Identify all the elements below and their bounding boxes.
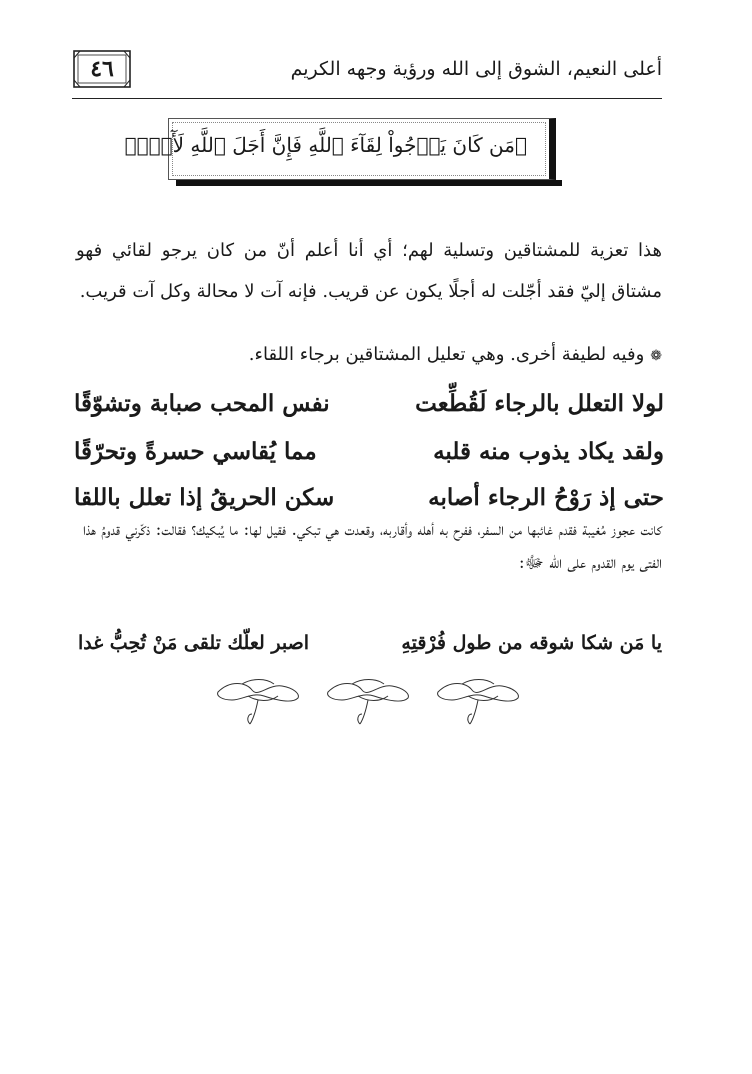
story-paragraph: كانت عجوز مُغيبة فقدم غائبها من السفر، ففرح به أهله وأقاربه، وقعدت هي تبكي. فقيل لها: ما يُبكيك؟ فقالت: ذكّرني قدومُ هذا الفتى يوم القدوم على الله ﷻ: [82, 520, 662, 573]
verse-box-shadow [176, 180, 562, 186]
poem-line [74, 438, 664, 480]
header-rule [72, 98, 662, 99]
poem-hemistich: مما يُقاسي حسرةً وتحرّقًا [74, 438, 317, 465]
ornament-row [212, 670, 524, 730]
bullet-text: وفيه لطيفة أخرى. وهي تعليل المشتاقين برجاء اللقاء. [248, 344, 645, 365]
flower-bullet-icon: ❁ [650, 348, 662, 364]
verse-box [124, 118, 556, 180]
paragraph: هذا تعزية للمشتاقين وتسلية لهم؛ أي أنا أعلم أنّ من كان يرجو لقائي فهو مشتاق إليّ فقد أجّلت له أجلًا يكون عن قريب. فإنه آت لا محالة وكل آت قريب. [76, 240, 662, 302]
scroll-ornament-icon [322, 670, 414, 730]
scroll-ornament-icon [212, 670, 304, 730]
poem-line [78, 632, 662, 672]
running-title: أعلى النعيم، الشوق إلى الله ورؤية وجهه الكريم [290, 58, 662, 80]
poem-hemistich: ولقد يكاد يذوب منه قلبه [433, 438, 664, 465]
poem-hemistich: سكن الحريقُ إذا تعلل باللقا [74, 484, 335, 511]
poem-hemistich: حتى إذ رَوْحُ الرجاء أصابه [428, 484, 664, 511]
scroll-ornament-icon [432, 670, 524, 730]
verse-text: ﴿مَن كَانَ يَرۡجُواْ لِقَآءَ ٱللَّهِ فَإِنَّ أَجَلَ ٱللَّهِ لَأٓتٖۚ﴾ [124, 133, 527, 157]
poem-hemistich: لولا التعلل بالرجاء لَقُطِّعت [415, 390, 664, 417]
page-number: ٤٦ [90, 56, 114, 82]
poem-line [74, 390, 664, 432]
poem-hemistich: يا مَن شكا شوقه من طول فُرْقتِهِ [401, 632, 662, 654]
page-number-box [72, 48, 132, 90]
page-header [72, 44, 662, 98]
poem-hemistich: اصبر لعلّك تلقى مَنْ تُحِبُّ غدا [78, 632, 310, 654]
poem-hemistich: نفس المحب صبابة وتشوّقًا [74, 390, 330, 417]
bullet-line [62, 344, 662, 365]
